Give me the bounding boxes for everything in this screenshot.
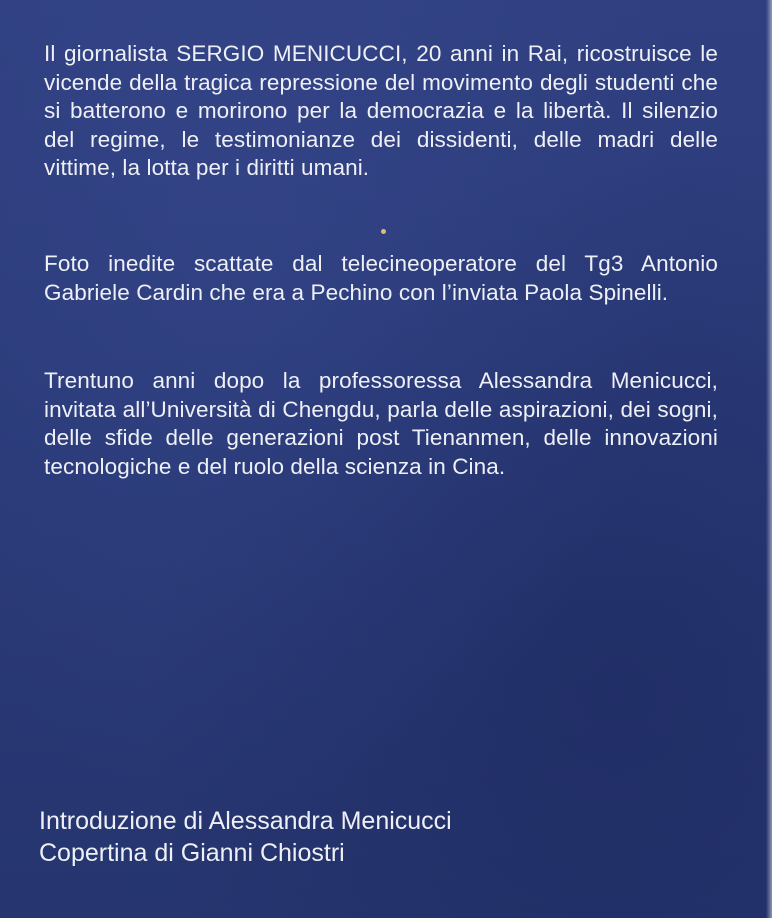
description-paragraph-chengdu: Trentuno anni dopo la professoressa Alessandra Menicucci, invitata all’Università di Chengdu, parla delle aspirazioni, dei sogni, delle sfide delle generazioni post Tienanmen, delle innovazioni tecnologiche e del ruolo della scienza in Cina. — [44, 368, 718, 479]
description-paragraph-author: Il giornalista SERGIO MENICUCCI, 20 anni in Rai, ricostruisce le vicende della tragica repressione del movimento degli studenti che si batterono e morirono per la democrazia e la libertà. Il silenzio del regime, le testimonianze dei dissidenti, delle madri delle vittime, la lotta per i diritti umani. — [44, 41, 718, 180]
ink-speck — [381, 229, 386, 234]
cover-design-credit: Copertina di Gianni Chiostri — [39, 839, 345, 867]
description-paragraph-photos: Foto inedite scattate dal telecineoperatore del Tg3 Antonio Gabriele Cardin che era a Pechino con l’inviata Paola Spinelli. — [44, 251, 718, 305]
introduction-credit: Introduzione di Alessandra Menicucci — [39, 807, 452, 835]
